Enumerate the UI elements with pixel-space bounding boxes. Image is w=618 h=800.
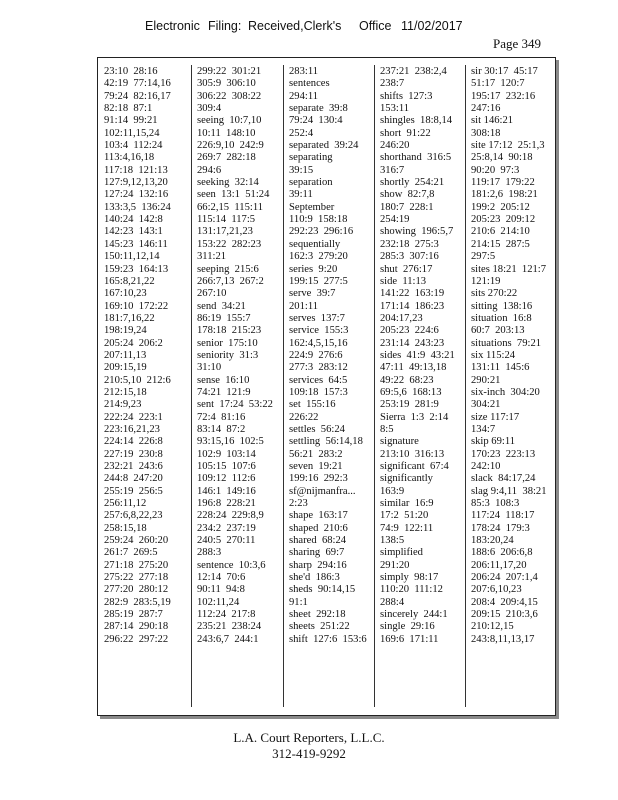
index-entry: 294:11	[289, 90, 319, 102]
index-entry: seeing 10:7,10	[197, 115, 262, 127]
index-entry: seven 19:21	[289, 461, 343, 472]
index-entry: 282:9 283:5,19	[104, 596, 171, 608]
index-entry: sf@nijmanfra...	[289, 485, 356, 497]
court-reporter-footer	[0, 730, 618, 762]
index-entry: 69:5,6 168:13	[380, 386, 442, 398]
index-entry: shortly 254:21	[380, 177, 445, 189]
index-entry: 205:23 224:6	[380, 325, 439, 337]
index-entry: 285:19 287:7	[104, 609, 163, 621]
index-entry: 66:2,15 115:11	[197, 201, 264, 213]
column-divider	[465, 65, 466, 707]
index-entry: 119:17 179:22	[471, 177, 535, 189]
index-entry: 243:6,7 244:1	[197, 633, 259, 645]
index-entry: 237:21 238:2,4	[380, 66, 447, 77]
index-entry: 110:9 158:18	[289, 214, 348, 226]
index-entry: show 82:7,8	[380, 189, 435, 201]
index-entry: 109:18 157:3	[289, 386, 348, 398]
index-entry: 51:17 120:7	[471, 78, 525, 90]
index-entry: 235:21 238:24	[197, 621, 262, 633]
index-entry: 141:22 163:19	[380, 288, 445, 300]
index-entry: sincerely 244:1	[380, 609, 448, 621]
index-entry: she'd 186:3	[289, 572, 340, 584]
index-entry: 39:15	[289, 164, 314, 176]
index-entry: 169:6 171:11	[380, 633, 439, 645]
index-entry: sit 146:21	[471, 115, 514, 127]
index-entry: 226:9,10 242:9	[197, 140, 264, 152]
index-entry: 102:11,24	[197, 596, 240, 608]
index-entry: 258:15,18	[104, 522, 147, 534]
index-entry: 103:4 112:24	[104, 140, 163, 152]
index-entry: 82:18 87:1	[104, 103, 153, 115]
index-entry: 90:20 97:3	[471, 164, 520, 176]
index-entry: 178:18 215:23	[197, 325, 262, 337]
index-entry: 112:24 217:8	[197, 609, 256, 621]
index-entry: 146:1 149:16	[197, 485, 256, 497]
index-entry: 210:5,10 212:6	[104, 374, 171, 386]
index-entry: 247:16	[471, 103, 501, 115]
index-entry: 93:15,16 102:5	[197, 436, 264, 448]
index-entry: 231:14 243:23	[380, 337, 445, 349]
index-entry: 39:11	[289, 189, 313, 201]
index-entry: 223:16,21,23	[104, 423, 160, 435]
index-entry: sits 270:22	[471, 288, 518, 300]
index-entry: sent 17:24 53:22	[197, 399, 273, 411]
index-entry: 227:19 230:8	[104, 448, 163, 460]
index-entry: 205:23 209:12	[471, 214, 536, 226]
index-entry: 131:11 145:6	[471, 362, 530, 374]
index-entry: serve 39:7	[289, 288, 336, 300]
index-entry: shared 68:24	[289, 535, 347, 547]
index-entry: 181:2,6 198:21	[471, 189, 538, 201]
index-entry: sheds 90:14,15	[289, 584, 356, 596]
index-entry: 224:14 226:8	[104, 436, 163, 448]
index-entry: 309:4	[197, 103, 222, 115]
index-entry: 178:24 179:3	[471, 522, 530, 534]
index-entry: 207:6,10,23	[471, 584, 522, 596]
index-entry: separating	[289, 152, 333, 164]
index-entry: 110:20 111:12	[380, 584, 443, 596]
index-entry: 131:17,21,23	[197, 226, 253, 238]
index-entry: service 155:3	[289, 325, 349, 337]
index-column-5	[471, 66, 557, 646]
index-entry: 102:9 103:14	[197, 448, 256, 460]
index-entry: series 9:20	[289, 263, 338, 275]
index-column-1	[104, 66, 190, 646]
index-entry: six 115:24	[471, 349, 516, 361]
index-entry: 244:8 247:20	[104, 473, 163, 485]
index-entry: separated 39:24	[289, 140, 359, 152]
index-entry: 188:6 206:6,8	[471, 547, 533, 559]
index-entry: 17:2 51:20	[380, 510, 429, 522]
index-entry: 306:22 308:22	[197, 90, 262, 102]
index-entry: 277:3 283:12	[289, 362, 348, 374]
index-entry: 269:7 282:18	[197, 152, 256, 164]
header-office: Office	[359, 19, 392, 33]
index-entry: 246:20	[380, 140, 410, 152]
index-entry: site 17:12 25:1,3	[471, 140, 545, 152]
index-entry: sequentially	[289, 238, 341, 250]
index-entry: shift 127:6 153:6	[289, 633, 367, 645]
index-entry: 259:24 260:20	[104, 535, 169, 547]
index-entry: seeping 215:6	[197, 263, 259, 275]
index-entry: services 64:5	[289, 374, 348, 386]
index-entry: 199:16 292:3	[289, 473, 348, 485]
index-entry: 127:24 132:16	[104, 189, 169, 201]
index-entry: 296:22 297:22	[104, 633, 169, 645]
index-entry: 199:2 205:12	[471, 201, 530, 213]
index-entry: 115:14 117:5	[197, 214, 256, 226]
index-entry: 42:19 77:14,16	[104, 78, 171, 90]
index-entry: 2:23	[289, 498, 308, 510]
index-entry: 210:6 214:10	[471, 226, 530, 238]
index-entry: 311:21	[197, 251, 227, 263]
index-entry: seen 13:1 51:24	[197, 189, 270, 201]
index-entry: 105:15 107:6	[197, 461, 256, 472]
index-entry: send 34:21	[197, 300, 246, 312]
index-entry: 140:24 142:8	[104, 214, 163, 226]
index-entry: 208:4 209:4,15	[471, 596, 538, 608]
index-entry: 305:9 306:10	[197, 78, 256, 90]
index-entry: 214:15 287:5	[471, 238, 530, 250]
index-entry: 256:11,12	[104, 498, 147, 510]
index-entry: 127:9,12,13,20	[104, 177, 168, 189]
index-entry: slack 84:17,24	[471, 473, 536, 485]
index-entry: similar 16:9	[380, 498, 434, 510]
index-entry: sentence 10:3,6	[197, 559, 266, 571]
index-entry: 206:24 207:1,4	[471, 572, 538, 584]
index-entry: 31:10	[197, 362, 222, 374]
index-entry: sides 41:9 43:21	[380, 349, 455, 361]
index-entry: 255:19 256:5	[104, 485, 163, 497]
index-entry: 74:9 122:11	[380, 522, 434, 534]
index-entry: Sierra 1:3 2:14	[380, 411, 449, 423]
index-entry: 12:14 70:6	[197, 572, 246, 584]
index-entry: 113:4,16,18	[104, 152, 155, 164]
index-entry: shifts 127:3	[380, 90, 433, 102]
index-entry: significant 67:4	[380, 461, 449, 472]
index-entry: 60:7 203:13	[471, 325, 525, 337]
index-entry: 102:11,15,24	[104, 127, 160, 139]
index-entry: 214:9,23	[104, 399, 142, 411]
index-entry: sheet 292:18	[289, 609, 346, 621]
index-entry: 213:10 316:13	[380, 448, 445, 460]
index-entry: 199:15 277:5	[289, 275, 348, 287]
index-entry: 79:24 130:4	[289, 115, 343, 127]
index-entry: shorthand 316:5	[380, 152, 452, 164]
index-entry: 25:8,14 90:18	[471, 152, 533, 164]
index-entry: 266:7,13 267:2	[197, 275, 264, 287]
index-entry: 90:11 94:8	[197, 584, 245, 596]
index-entry: 287:14 290:18	[104, 621, 169, 633]
index-entry: 162:3 279:20	[289, 251, 348, 263]
index-entry: sites 18:21 121:7	[471, 263, 547, 275]
index-entry: 212:15,18	[104, 386, 147, 398]
index-entry: 271:18 275:20	[104, 559, 169, 571]
header-filing: Filing:	[208, 19, 242, 33]
index-entry: 240:5 270:11	[197, 535, 256, 547]
index-entry: sitting 138:16	[471, 300, 533, 312]
index-entry: 232:21 243:6	[104, 461, 163, 472]
index-entry: short 91:22	[380, 127, 431, 139]
index-entry: seniority 31:3	[197, 349, 259, 361]
index-entry: 316:7	[380, 164, 405, 176]
index-entry: 150:11,12,14	[104, 251, 160, 263]
index-entry: signature	[380, 436, 419, 448]
index-entry: seeking 32:14	[197, 177, 259, 189]
index-entry: settling 56:14,18	[289, 436, 363, 448]
index-entry: 198:19,24	[104, 325, 147, 337]
index-entry: 224:9 276:6	[289, 349, 343, 361]
index-column-4	[380, 66, 466, 646]
index-entry: 195:17 232:16	[471, 90, 536, 102]
index-entry: 226:22	[289, 411, 319, 423]
index-entry: 234:2 237:19	[197, 522, 256, 534]
index-entry: 133:3,5 136:24	[104, 201, 171, 213]
index-entry: separate 39:8	[289, 103, 348, 115]
index-entry: sharp 294:16	[289, 559, 347, 571]
index-entry: 308:18	[471, 127, 501, 139]
index-entry: 290:21	[471, 374, 501, 386]
index-entry: 201:11	[289, 300, 319, 312]
index-entry: settles 56:24	[289, 423, 345, 435]
index-entry: skip 69:11	[471, 436, 516, 448]
index-entry: 171:14 186:23	[380, 300, 445, 312]
index-entry: shape 163:17	[289, 510, 348, 522]
footer-company: L.A. Court Reporters, L.L.C.	[233, 730, 385, 745]
index-entry: shaped 210:6	[289, 522, 348, 534]
index-entry: 117:18 121:13	[104, 164, 168, 176]
index-entry: separation	[289, 177, 333, 189]
index-entry: sentences	[289, 78, 330, 90]
index-entry: 304:21	[471, 399, 501, 411]
footer-phone: 312-419-9292	[272, 746, 346, 761]
index-entry: 242:10	[471, 461, 501, 472]
index-entry: 253:19 281:9	[380, 399, 439, 411]
index-entry: 170:23 223:13	[471, 448, 536, 460]
index-entry: 91:14 99:21	[104, 115, 158, 127]
header-received: Received,Clerk's	[248, 19, 342, 33]
page-number: Page 349	[493, 36, 542, 51]
index-entry: 79:24 82:16,17	[104, 90, 171, 102]
index-entry: 86:19 155:7	[197, 312, 251, 324]
index-entry: 134:7	[471, 423, 496, 435]
header-electronic: Electronic	[145, 19, 200, 33]
index-entry: 299:22 301:21	[197, 66, 262, 77]
index-entry: September	[289, 201, 335, 213]
index-entry: 91:1	[289, 596, 308, 608]
index-entry: 277:20 280:12	[104, 584, 169, 596]
index-entry: single 29:16	[380, 621, 435, 633]
index-entry: 252:4	[289, 127, 314, 139]
index-entry: 74:21 121:9	[197, 386, 251, 398]
index-entry: 47:11 49:13,18	[380, 362, 447, 374]
index-entry: 23:10 28:16	[104, 66, 158, 77]
index-entry: 163:9	[380, 485, 405, 497]
index-entry: situations 79:21	[471, 337, 542, 349]
index-entry: 180:7 228:1	[380, 201, 434, 213]
index-entry: 285:3 307:16	[380, 251, 439, 263]
index-entry: sharing 69:7	[289, 547, 345, 559]
header-date: 11/02/2017	[401, 19, 463, 33]
index-entry: 181:7,16,22	[104, 312, 155, 324]
index-entry: sir 30:17 45:17	[471, 66, 538, 77]
index-entry: 275:22 277:18	[104, 572, 169, 584]
index-entry: 153:22 282:23	[197, 238, 262, 250]
index-entry: showing 196:5,7	[380, 226, 454, 238]
index-entry: 297:5	[471, 251, 496, 263]
index-entry: 121:19	[471, 275, 501, 287]
index-entry: 267:10	[197, 288, 227, 300]
index-entry: 243:8,11,13,17	[471, 633, 535, 645]
index-entry: 209:15 210:3,6	[471, 609, 538, 621]
index-entry: serves 137:7	[289, 312, 345, 324]
index-entry: 232:18 275:3	[380, 238, 439, 250]
index-entry: 238:7	[380, 78, 405, 90]
index-entry: 288:4	[380, 596, 405, 608]
index-entry: 257:6,8,22,23	[104, 510, 163, 522]
index-entry: six-inch 304:20	[471, 386, 540, 398]
index-entry: side 11:13	[380, 275, 427, 287]
index-entry: 145:23 146:11	[104, 238, 168, 250]
index-entry: 142:23 143:1	[104, 226, 163, 238]
index-entry: size 117:17	[471, 411, 520, 423]
index-entry: 109:12 112:6	[197, 473, 256, 485]
column-divider	[283, 65, 284, 707]
index-entry: set 155:16	[289, 399, 336, 411]
index-entry: situation 16:8	[471, 312, 532, 324]
index-entry: 165:8,21,22	[104, 275, 155, 287]
index-entry: significantly	[380, 473, 433, 485]
index-entry: 291:20	[380, 559, 410, 571]
index-entry: slag 9:4,11 38:21	[471, 485, 547, 497]
index-column-2	[197, 66, 283, 646]
index-entry: 162:4,5,15,16	[289, 337, 348, 349]
index-entry: 196:8 228:21	[197, 498, 256, 510]
index-entry: 204:17,23	[380, 312, 423, 324]
index-entry: sense 16:10	[197, 374, 250, 386]
index-entry: 138:5	[380, 535, 405, 547]
index-entry: 261:7 269:5	[104, 547, 158, 559]
index-entry: sheets 251:22	[289, 621, 350, 633]
index-entry: 254:19	[380, 214, 410, 226]
index-entry: 283:11	[289, 66, 319, 77]
index-entry: 205:24 206:2	[104, 337, 163, 349]
index-entry: 159:23 164:13	[104, 263, 169, 275]
index-entry: 169:10 172:22	[104, 300, 169, 312]
index-entry: shut 276:17	[380, 263, 433, 275]
index-entry: 228:24 229:8,9	[197, 510, 264, 522]
index-entry: 294:6	[197, 164, 222, 176]
index-entry: 288:3	[197, 547, 222, 559]
word-index-box	[97, 57, 556, 716]
index-entry: 85:3 108:3	[471, 498, 520, 510]
index-entry: 83:14 87:2	[197, 423, 246, 435]
index-entry: 210:12,15	[471, 621, 514, 633]
index-entry: 49:22 68:23	[380, 374, 434, 386]
index-entry: 207:11,13	[104, 349, 147, 361]
index-entry: 8:5	[380, 423, 394, 435]
column-divider	[374, 65, 375, 707]
index-entry: simplified	[380, 547, 423, 559]
index-entry: 72:4 81:16	[197, 411, 246, 423]
index-entry: 167:10,23	[104, 288, 147, 300]
index-entry: 209:15,19	[104, 362, 147, 374]
index-entry: 10:11 148:10	[197, 127, 256, 139]
index-entry: 292:23 296:16	[289, 226, 354, 238]
index-column-3	[289, 66, 375, 646]
index-entry: 206:11,17,20	[471, 559, 527, 571]
index-entry: senior 175:10	[197, 337, 258, 349]
index-entry: 153:11	[380, 103, 410, 115]
index-entry: simply 98:17	[380, 572, 439, 584]
index-entry: 183:20,24	[471, 535, 514, 547]
index-entry: 117:24 118:17	[471, 510, 535, 522]
index-entry: shingles 18:8,14	[380, 115, 453, 127]
index-entry: 222:24 223:1	[104, 411, 163, 423]
index-entry: 56:21 283:2	[289, 448, 343, 460]
column-divider	[191, 65, 192, 707]
